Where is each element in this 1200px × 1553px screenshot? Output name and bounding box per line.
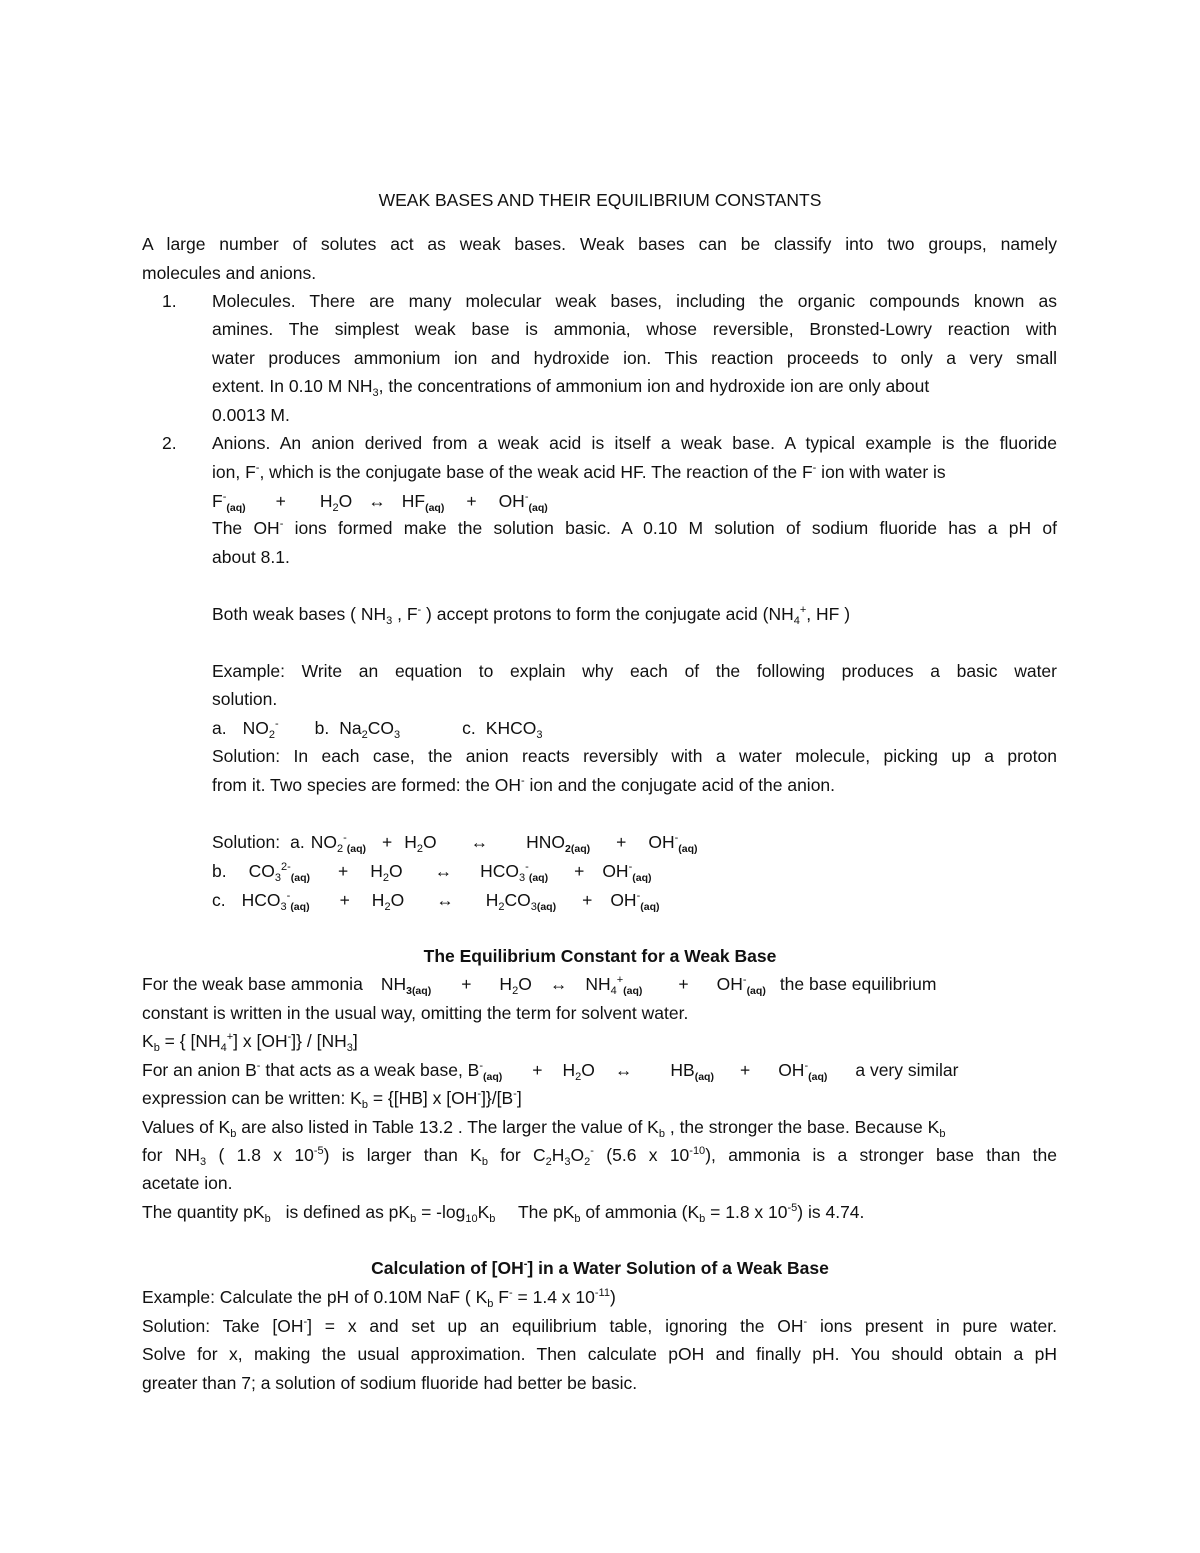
section2-line-4: For an anion B- that acts as a weak base, $B^-_{(aq)} + H_2O$ ↔ $HB_{(aq)} + OH^-_{(aq)}$ a very similar (142, 1060, 959, 1083)
section2-line-7: for $NH_3$ ( 1.8 x $10^{-5}$) is larger than $K_b$ for $C_2H_3O_2^-$ (5.6 x $10^{-10}$), ammonia is a stronger base than the (142, 1145, 1057, 1168)
page-title: WEAK BASES AND THEIR EQUILIBRIUM CONSTANTS (378, 190, 822, 210)
item2-line-1: Anions. An anion derived from a weak acid is itself a weak base. A typical example is the fluoride (212, 433, 1057, 453)
item2-line-2: ion, F-, which is the conjugate base of the weak acid HF. The reaction of the F- ion with water is (212, 462, 946, 482)
both-weak-bases-line: Both weak bases ( $NH_3$ , F- ) accept protons to form the conjugate acid ($NH_4^+$, HF ) (212, 604, 851, 627)
intro-line-2: molecules and anions. (142, 263, 317, 283)
solution-equation-b: b. $CO_3^{2-}_{(aq)} + H_2O$ ↔ $HCO_3^-_{(aq)} + OH^-_{(aq)}$ (212, 861, 652, 884)
item1-line-4: extent. In 0.10 M $NH_3$, the concentrations of ammonium ion and hydroxide ion are only about (212, 376, 930, 399)
item2-line-3: The OH- ions formed make the solution basic. A 0.10 M solution of sodium fluoride has a pH of (212, 518, 1057, 538)
section2-line-5: expression can be written: $K_b = \{[HB]$ x [OH-]}/[B-] (142, 1088, 522, 1111)
example-choices: a. $NO_2^-$ b. $Na_2CO_3$ c. $KHCO_3$ (212, 718, 543, 741)
intro-line-1: A large number of solutes act as weak bases. Weak bases can be classify into two groups, namely (142, 234, 1057, 254)
list-number-1: 1. (162, 291, 177, 311)
section2-line-8: acetate ion. (142, 1173, 233, 1193)
section-heading-equilibrium-constant: The Equilibrium Constant for a Weak Base (423, 946, 777, 966)
section2-line-1: For the weak base ammonia $NH_{3(aq)} + H_2O$ ↔ $NH_4^+_{(aq)} + OH^-_{(aq)}$ the base equilibrium (142, 974, 937, 997)
item1-line-1: Molecules. There are many molecular weak bases, including the organic compounds known as (212, 291, 1057, 311)
section2-line-2: constant is written in the usual way, omitting the term for solvent water. (142, 1003, 689, 1023)
item1-line-2: amines. The simplest weak base is ammonia, whose reversible, Bronsted-Lowry reaction with (212, 319, 1057, 339)
equation-fluoride: $F^-_{(aq)} + H_2O$ ↔ $HF_{(aq)} + OH^-_{(aq)}$ (212, 491, 548, 514)
section2-line-6: Values of $K_b$ are also listed in Table 13.2 . The larger the value of $K_b$ , the stronger the base. Because $K_b$ (142, 1117, 946, 1140)
section2-line-9: The quantity $pK_b$ is defined as $pK_b = -\log_{10}K_b$ The $pK_b$ of ammonia ($K_b = 1.8$ x $10^{-5}$) is 4.74. (142, 1202, 865, 1225)
kb-expression: $K_b$ = { $[NH_4^+]$ x $[OH^-]\} / [NH_3]$ (142, 1031, 358, 1054)
section-heading-calculation: Calculation of [OH-] in a Water Solution of a Weak Base (371, 1258, 829, 1278)
list-number-2: 2. (162, 433, 177, 453)
example-solution-line-1: Solution: In each case, the anion reacts reversibly with a water molecule, picking up a proton (212, 746, 1057, 766)
item1-line-3: water produces ammonium ion and hydroxide ion. This reaction proceeds to only a very small (212, 348, 1057, 368)
example-line-2: solution. (212, 689, 278, 709)
section3-solution-line-2: Solve for x, making the usual approximation. Then calculate pOH and finally pH. You should obtain a pH (142, 1344, 1057, 1364)
solution-equation-a: Solution: a. $NO_2^-_{(aq)} + H_2O$ ↔ $HNO_{2(aq)} + OH^-_{(aq)}$ (212, 832, 698, 855)
example-solution-line-2: from it. Two species are formed: the OH- ion and the conjugate acid of the anion. (212, 775, 836, 795)
section3-solution-line-3: greater than 7; a solution of sodium fluoride had better be basic. (142, 1373, 638, 1393)
solution-equation-c: c. $HCO_3^-_{(aq)} + H_2O$ ↔ $H_2CO_{3(aq)} + OH^-_{(aq)}$ (212, 890, 660, 913)
item2-line-4: about 8.1. (212, 547, 290, 567)
example-line-1: Example: Write an equation to explain why each of the following produces a basic water (212, 661, 1057, 681)
section3-solution-line-1: Solution: Take [OH-] = x and set up an equilibrium table, ignoring the OH- ions present in pure water. (142, 1316, 1057, 1336)
item1-line-5: 0.0013 M. (212, 405, 290, 425)
section3-example-line: Example: Calculate the pH of 0.10M NaF ( $K_b$ F- = 1.4 x $10^{-11}$) (142, 1287, 616, 1310)
